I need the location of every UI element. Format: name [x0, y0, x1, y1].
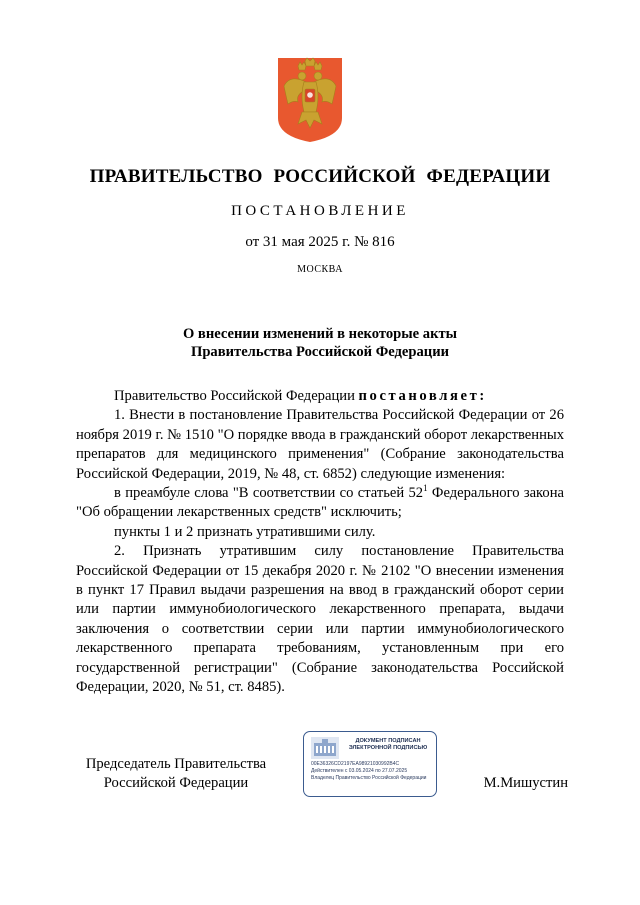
stamp-certificate: 00E36326CD2197EA98921030992B4C — [311, 761, 400, 767]
preamble — [76, 387, 564, 406]
stamp-title-line-2: ЭЛЕКТРОННОЙ ПОДПИСЬЮ — [348, 745, 428, 751]
electronic-signature-stamp — [303, 731, 437, 797]
stamp-validity: Действителен с 03.05.2024 по 27.07.2025 — [311, 768, 408, 774]
stamp-owner: Владелец Правительство Российской Федерации — [311, 775, 427, 781]
signatory-name: М.Мишустин — [483, 775, 568, 791]
subject-line-2: Правительства Российской Федерации — [190, 344, 450, 360]
document-date-number: от 31 мая 2025 г. № 816 — [245, 234, 395, 250]
document-city: МОСКВА — [297, 264, 343, 275]
item-1-sub-a — [76, 484, 564, 523]
document-type: ПОСТАНОВЛЕНИЕ — [231, 203, 409, 219]
stamp-title-line-1: ДОКУМЕНТ ПОДПИСАН — [355, 738, 421, 744]
russian-coat-of-arms-icon — [276, 56, 344, 144]
item-1a-superscript: 1 — [423, 483, 428, 494]
stamp-details — [311, 761, 435, 782]
item-1-sub-b: пункты 1 и 2 признать утратившими силу. — [114, 523, 376, 540]
position-line-2: Российской Федерации — [103, 775, 249, 791]
document-subject — [0, 325, 640, 361]
government-title: ПРАВИТЕЛЬСТВО РОССИЙСКОЙ ФЕДЕРАЦИИ — [89, 166, 551, 187]
item-1a-start: в преамбуле слова "В соответствии со статьей 52 — [114, 485, 424, 502]
signatory-position — [76, 755, 276, 793]
decree-word: постановляет: — [358, 388, 487, 404]
stamp-title — [342, 738, 434, 752]
document-body — [76, 387, 564, 698]
government-building-icon — [311, 737, 339, 759]
item-1: 1. Внести в постановление Правительства Российской Федерации от 26 ноября 2019 г. № 1510 "О порядке ввода в гражданский оборот лекарственных препаратов для медицинского применения" (Собрание законодательства Российской Федерации, 2019, № 48, ст. 6852) следующие изменения: — [76, 407, 564, 482]
item-1a-end: Федерального закона "Об обращении лекарственных средств" исключить; — [76, 485, 564, 521]
preamble-text: Правительство Российской Федерации — [114, 388, 359, 404]
item-2: 2. Признать утратившим силу постановление Правительства Российской Федерации от 15 декабря 2020 г. № 2102 "О внесении изменения в пункт 17 Правил выдачи разрешения на ввод в гражданский оборот серии или партии иммунобиологического лекарственного препарата, выдачи заключения о соответствии серии или партии иммунобиологического лекарственного препарата требованиям, установленным при его государственной регистрации" (Собрание законодательства Российской Федерации, 2020, № 51, ст. 8485). — [76, 543, 564, 696]
position-line-1: Председатель Правительства — [85, 756, 267, 772]
subject-line-1: О внесении изменений в некоторые акты — [182, 326, 458, 342]
